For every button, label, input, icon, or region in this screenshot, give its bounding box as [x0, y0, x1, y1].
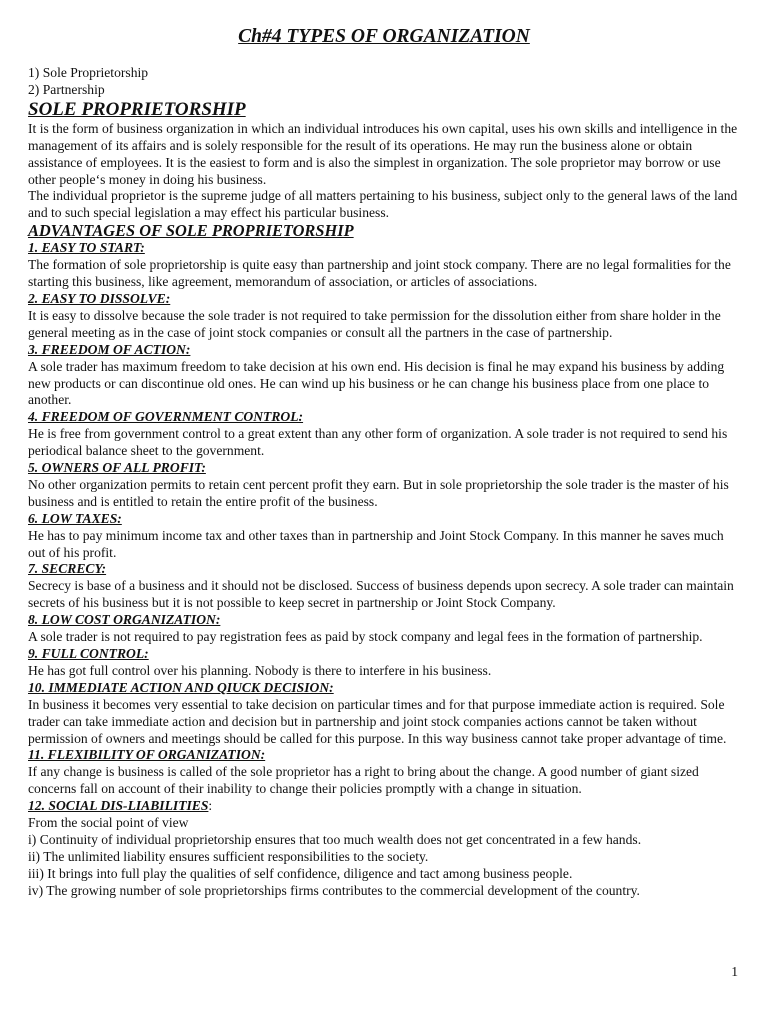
- advantage-text: Secrecy is base of a business and it should not be disclosed. Success of business depends upon secrecy. A sole trader can maintain secrets of his business but it is not possible to keep secret in partnership or Joint Stock Company.: [28, 578, 734, 611]
- advantage-text: No other organization permits to retain cent percent profit they earn. But in sole proprietorship the sole trader is the master of his business and is entitled to retain the entire profit of the business.: [28, 476, 729, 509]
- advantage-text: A sole trader is not required to pay registration fees as paid by stock company and legal fees in the formation of partnership.: [28, 629, 703, 645]
- advantage-item: [28, 646, 740, 680]
- advantage-item: [28, 612, 740, 646]
- social-section: [28, 798, 740, 899]
- advantage-heading: 3. FREEDOM OF ACTION:: [28, 341, 191, 357]
- social-line: ii) The unlimited liability ensures sufficient responsibilities to the society.: [28, 848, 429, 864]
- advantage-heading: 6. LOW TAXES:: [28, 510, 122, 526]
- social-line: iii) It brings into full play the qualities of self confidence, diligence and tact among business people.: [28, 865, 573, 881]
- advantage-item: [28, 680, 740, 748]
- advantage-heading: 9. FULL CONTROL:: [28, 646, 149, 661]
- advantage-text: He has got full control over his planning. Nobody is there to interfere in his business.: [28, 662, 492, 678]
- advantage-item: [28, 561, 740, 612]
- advantage-heading: 8. LOW COST ORGANIZATION:: [28, 612, 221, 628]
- advantage-item: [28, 511, 740, 562]
- advantage-text: In business it becomes very essential to take decision on particular times and for that purpose immediate action is required. Sole trader can take immediate action and decision but in partnership and joint stock companies actions cannot be taken without permission of owners and meetings should be called for this purpose. In this way business cannot take proper advantage of time.: [28, 696, 727, 746]
- advantage-item: [28, 409, 740, 460]
- advantage-item: [28, 291, 740, 342]
- social-line: From the social point of view: [28, 815, 189, 831]
- social-line: iv) The growing number of sole proprietorships firms contributes to the commercial development of the country.: [28, 882, 640, 898]
- advantage-heading: 4. FREEDOM OF GOVERNMENT CONTROL:: [28, 409, 304, 425]
- advantage-text: If any change is business is called of the sole proprietor has a right to bring about the change. A good number of giant sized concerns fall on account of their inability to change their policies promptly with a change in situation.: [28, 764, 699, 797]
- advantage-heading: 5. OWNERS OF ALL PROFIT:: [28, 460, 206, 476]
- advantage-item: [28, 460, 740, 511]
- advantage-text: He has to pay minimum income tax and other taxes than in partnership and Joint Stock Company. In this manner he saves much out of his profit.: [28, 527, 724, 560]
- section-heading: SOLE PROPRIETORSHIP: [28, 98, 246, 120]
- advantage-heading: 11. FLEXIBILITY OF ORGANIZATION:: [28, 747, 266, 763]
- advantage-text: The formation of sole proprietorship is quite easy than partnership and joint stock company. There are no legal formalities for the starting this business, like agreement, memorandum of association, or articles of associations.: [28, 257, 731, 290]
- advantage-heading: 10. IMMEDIATE ACTION AND QIUCK DECISION:: [28, 679, 334, 695]
- page-title: Ch#4 TYPES OF ORGANIZATION: [238, 26, 530, 47]
- list-item: 2) Partnership: [28, 81, 105, 97]
- social-heading: 12. SOCIAL DIS-LIABILITIES: [28, 798, 209, 814]
- social-line: i) Continuity of individual proprietorship ensures that too much wealth does not get concentrated in a few hands.: [28, 831, 642, 847]
- advantage-heading: 7. SECRECY:: [28, 561, 107, 577]
- advantage-heading: 2. EASY TO DISSOLVE:: [28, 290, 171, 306]
- advantage-text: A sole trader has maximum freedom to take decision at his own end. His decision is final he may expand his business by adding new products or can discontinue old ones. He can wind up his business or he can change his business place from one place to another.: [28, 358, 725, 408]
- list-item: 1) Sole Proprietorship: [28, 65, 149, 80]
- document-page: [28, 24, 740, 900]
- advantages-heading: ADVANTAGES OF SOLE PROPRIETORSHIP: [28, 221, 354, 241]
- social-heading-colon: :: [208, 798, 213, 814]
- advantage-item: [28, 240, 740, 291]
- advantage-item: [28, 342, 740, 410]
- advantage-item: [28, 747, 740, 798]
- intro-paragraph: It is the form of business organization in which an individual introduces his own capital, uses his own skills and intelligence in the management of its affairs and is solely responsible for the result of its operations. He may run the business alone or obtain assistance of employees. It is the easiest to form and is also the simplest in organization. The sole proprietor may borrow or use other people‘s money in doing his business.: [28, 120, 738, 187]
- advantage-heading: 1. EASY TO START:: [28, 240, 145, 256]
- advantage-text: It is easy to dissolve because the sole trader is not required to take permission for the dissolution either from share holder in the general meeting as in the case of joint stock companies or consult all the partners in the case of partnership.: [28, 307, 721, 340]
- advantage-text: He is free from government control to a great extent than any other form of organization. A sole trader is not required to send his periodical balance sheet to the government.: [28, 426, 728, 459]
- page-number: 1: [731, 964, 738, 979]
- intro-paragraph: The individual proprietor is the supreme judge of all matters pertaining to his business, subject only to the general laws of the land and to such special legislation a may effect his particular business.: [28, 188, 738, 221]
